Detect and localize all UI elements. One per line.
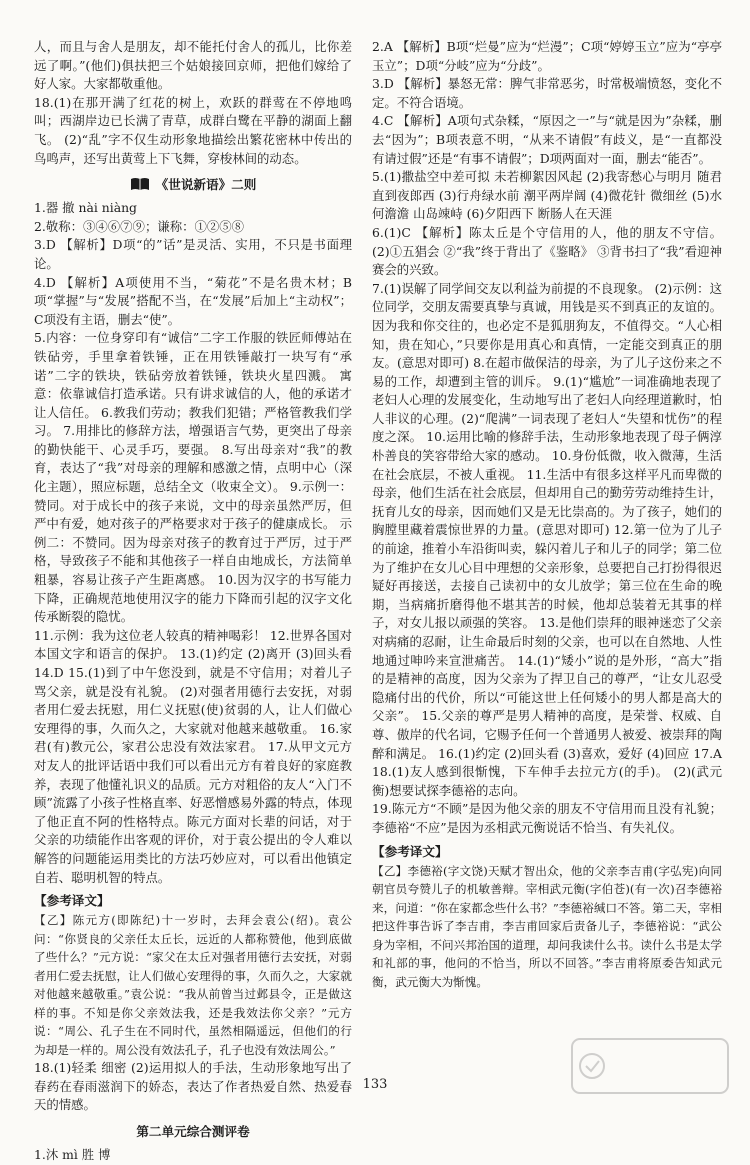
right-answer-3: 3.D 【解析】暴怒无常：脾气非常恶劣，时常极端愤怒，变化不定。不符合语境。 [372, 76, 722, 110]
section-title: 《世说新语》二则 [155, 177, 257, 193]
answer-3-label: 3.D [34, 237, 56, 253]
watermark-logo [570, 1035, 730, 1097]
answer-18: 18.(1)轻柔 细密 (2)运用拟人的手法，生动形象地写出了春药在春雨滋润下的娇态，表达了作者热爱自然、热爱春天的情感。 [34, 1060, 352, 1113]
answer-11-17: 11.示例：我为这位老人较真的精神喝彩！ 12.世界各国对本国文字和语言的保护。 13.(1)约定 (2)离开 (3)回头看 14.D 15.(1)到了中午您没到，就是不守信用；对着儿子骂父亲，就是没有礼貌。 (2)对强者用德行去安抚，对弱者用仁爱去抚慰，用仁义抚慰(使)贫弱的人，让人们做心安理得的事，久而久之，大家就对他越来越敬重。 16.家君(有)教元公，家君公忠没有效法家君。 17.从甲文元方对友人的批评话语中我们可以看出元方有着良好的家庭教养，表现了他懂礼识义的品质。元方对粗俗的友人“入门不顾”流露了小孩子性格直率、好恶憎感易外露的特点，体现了他正直不阿的性格特点。陈元方面对长辈的问话，对于父亲的功绩能作出客观的评价，对于袁公提出的令人难以解答的问题能运用类比的方法巧妙应对，可以看出他镇定自若、聪明机智的特点。 [34, 627, 352, 885]
left-text-top-2: 18.(1)在那开满了红花的树上，欢跃的群莺在不停地鸣叫；西湖岸边已长满了青草，成群白鹭在平静的湖面上翻飞。 (2)“乱”字不仅生动形象地描绘出繁花密林中传出的鸟鸣声，还写出黄莺上下飞舞，穿梭林间的动态。 [34, 94, 352, 166]
reference-translation-text: 【乙】陈元方(即陈纪)十一岁时，去拜会袁公(绍)。袁公问：“你贤良的父亲任太丘长，远近的人都称赞他，他到底做了些什么？”元方说：“家父在太丘对强者用德行去安抚，对弱者用仁爱去抚慰，让人们做心安理得的事，久而久之，大家就对他越来越敬重。”袁公说：“我从前曾当过邺县令，正是做这样的事。不知是你父亲效法我，还是我效法你父亲？”元方说：“周公、孔子生在不同时代，虽然相隔遥远，但他们的行为却是一样的。周公没有效法孔子，孔子也没有效法周公。” [34, 913, 352, 1057]
book-icon [130, 176, 150, 192]
left-column [34, 38, 352, 1165]
unit2-answer-1: 1.沐 mì 胜 博 [34, 1146, 111, 1162]
right-answer-7-18: 7.(1)误解了同学间交友以利益为前提的不良现象。 (2)示例：这位同学，交朋友需要真挚与真诚，用钱是买不到真正的友谊的。因为我和你交往的，也必定不是狐朋狗友，不值得交。“人心相知，贵在知心，”只要你是用真心和真情，一定能交到真正的朋友。(意思对即可) 8.在超市做保洁的母亲，为了儿子这份来之不易的工作，却遭到主管的训斥。 9.(1)“尴尬”一词准确地表现了老妇人心理的发展变化，生动地写出了老妇人向经理道歉时，怕人非议的心理。(2)“爬满”一词表现了老妇人“失望和忧伤”的程度之深。 10.运用比喻的修辞手法，生动形象地表现了母子俩淳朴善良的笑容带给大家的感动。 10.身份低微，收入微薄，生活在社会底层，不被人重视。 11.生活中有很多这样平凡而卑微的母亲，他们生活在社会底层，但却用自己的勤劳劳动维持生计，抚育儿女的母亲，因而她们又是无比崇高的。为了孩子，她们的胸膛里藏着震惊世界的力量。(意思对即可) 12.第一位为了儿子的前途，推着小车沿街叫卖，躲闪着儿子和儿子的同学；第二位为了维护在女儿心目中理想的父亲形象，总要把自己打扮得很迟疑好再接送，去接自己读初中的女儿放学；第三位在生命的晚期，当病痛折磨得他不堪其苦的时候，他却总装着无其事的样子，对女儿报以顽强的笑容。 13.是他们崇拜的眼神迷恋了父亲对病痛的忍耐，让生命最后时刻的父亲，也可以在自然地、人性地通过呻吟来宣泄痛苦。 14.(1)“矮小”说的是外形，“高大”指的是精神的高度，因为父亲为了捍卫自己的尊严，“让女儿忍受隐痛付出的代价，所以“可能这世上任何矮小的男人都是高大的父亲”。 15.父亲的尊严是男人精神的高度，是荣誉、权威、自尊、傲岸的代名词，它赐予任何一个普通男人被爱、被崇拜的陶醉和满足。 16.(1)约定 (2)回头看 (3)喜欢，爱好 (4)回应 17.A 18.(1)友人感到很惭愧，下车伸手去拉元方(的手)。 (2)(武元衡)想要试探李德裕的志向。 [372, 280, 722, 798]
right-answer-4: 4.C 【解析】A项句式杂糅，“原因之一”与“就是因为”杂糅，删去“因为”；B项表意不明，“从来不请假”有歧义，是“一直都没有请过假”还是“有事不请假”；D项两面对一面，删去“能否”。 [372, 113, 722, 166]
page-number: 133 [362, 1077, 388, 1092]
answer-4 [34, 274, 352, 330]
answer-4-text: 【解析】A项使用不当，“菊花”不是名贵木材；B项“掌握”与“发展”搭配不当，在“发展”后加上“主动权”；C项没有主语，删去“使”。 [34, 274, 352, 327]
answer-3 [34, 236, 352, 273]
unit2-title: 第二单元综合测评卷 [136, 1123, 250, 1139]
reference-translation-title-2: 【参考译文】 [372, 843, 448, 859]
answer-line-1: 1.器 撤 nài niàng [34, 200, 137, 216]
answer-3-text: 【解析】D项“的”话”是灵活、实用，不只是书面理论。 [34, 237, 352, 271]
right-answer-19: 19.陈元方“不顾”是因为他父亲的朋友不守信用而且没有礼貌；李德裕“不应”是因为丞相武元衡说话不恰当、有失礼仪。 [372, 801, 722, 835]
right-column [372, 38, 722, 991]
section-heading-unit2 [34, 1121, 352, 1140]
answer-5-10: 5.内容：一位身穿印有“诚信”二字工作服的铁匠师傅站在铁砧旁，手里拿着铁锤，正在用铁锤敲打一块写有“承诺”二字的铁块，铁砧旁放着铁锤，铁块火星四溅。 寓意：依靠诚信打造承诺。只有讲求诚信的人，他的承诺才让人信任。 6.教我们劳动；教我们犯错；严格管教我们学习。 7.用排比的修辞方法，增强语言气势，更突出了母亲的勤快能干、心灵手巧，要强。 8.写出母亲对“我”的教育，表达了“我”对母亲的理解和感激之情，点明中心（深化主题），照应标题，总结全文（收束全文）。 9.示例一：赞同。对于成长中的孩子来说，文中的母亲虽然严厉，但严中有爱，她对孩子的严格要求对于孩子的健康成长。 示例二：不赞同。因为母亲对孩子的教育过于严厉，过于严格，导致孩子不能和其他孩子一样自由地成长，方法简单粗暴，容易让孩子产生距离感。 10.因为汉字的书写能力下降，正确规范地使用汉字的能力下降而引起的汉字文化传承断裂的隐忧。 [34, 330, 352, 625]
right-answer-2: 2.A 【解析】B项“烂曼”应为“烂漫”；C项“婷婷玉立”应为“亭亭玉立”；D项“分岐”应为“分歧”。 [372, 39, 722, 73]
reference-translation-text-2: 【乙】李德裕(字文饶)天赋才智出众，他的父亲李吉甫(字弘宪)向同朝官员夸赞儿子的机敏善辩。宰相武元衡(字伯苍)(有一次)召李德裕来，问道：“你在家都念些什么书？”李德裕缄口不答。第二天，宰相把这件事告诉了李吉甫，李吉甫回家后责备儿子，李德裕说：“武公身为宰相，不问兴邦治国的道理，却问我读什么书。读什么书是太学和礼部的事，他问的不恰当，所以不回答。”李吉甫将原委告知武元衡，武元衡大为惭愧。 [372, 863, 722, 989]
answer-4-label: 4.D [34, 274, 56, 290]
right-answer-5: 5.(1)撒盐空中差可拟 未若柳絮因风起 (2)我寄愁心与明月 随君直到夜郎西 (3)行舟绿水前 潮平两岸阔 (4)微花针 微细丝 (5)水何澹澹 山岛竦峙 (6)夕阳西下 断肠人在天涯 [372, 169, 722, 222]
reference-translation-title: 【参考译文】 [34, 893, 110, 909]
section-heading-shishuo [34, 174, 352, 193]
right-answer-6: 6.(1)C 【解析】陈太丘是个守信用的人，他的朋友不守信。 (2)①五猖会 ②“我”终于背出了《鉴略》 ③背书扫了“我”看迎神赛会的兴致。 [372, 224, 722, 278]
left-text-top-1: 人，而且与舍人是朋友，却不能托付舍人的孤儿，比你差远了啊。”(他们)俱扶把三个姑娘接回京师，把他们嫁给了好人家。大家都敬重他。 [34, 39, 352, 92]
answer-line-2: 2.敬称：③④⑥⑦⑨；谦称：①②⑤⑧ [34, 218, 245, 234]
